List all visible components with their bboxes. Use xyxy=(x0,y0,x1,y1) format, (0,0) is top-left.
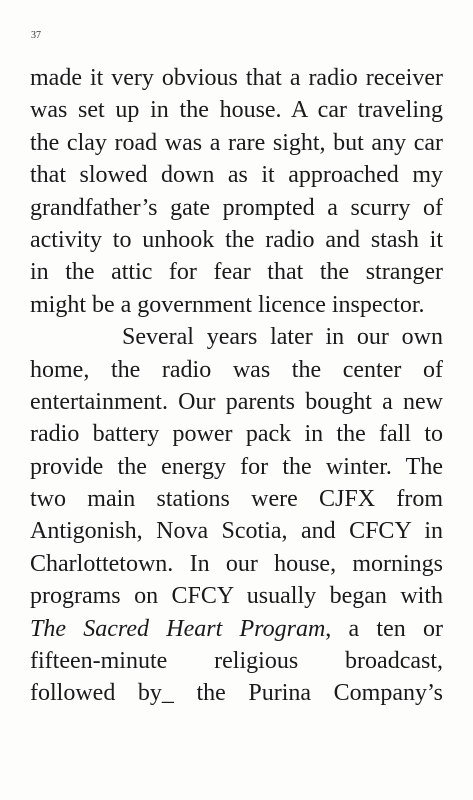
text-line: radio battery power pack in the fall to xyxy=(30,421,443,448)
text-line: home, the radio was the center of xyxy=(30,356,443,383)
text-line: that slowed down as it approached my xyxy=(30,162,443,189)
paragraph-first-line: Several years later in our own xyxy=(122,324,443,351)
text-line: two main stations were CJFX from xyxy=(30,486,443,513)
program-title: The Sacred Heart Program xyxy=(30,615,326,642)
text-line: in the attic for fear that the stranger xyxy=(30,259,443,286)
text-line: the clay road was a rare sight, but any car xyxy=(30,129,443,156)
text-line: provide the energy for the winter. The xyxy=(30,453,443,480)
text-segment: , a ten or xyxy=(325,615,443,642)
text-line: Charlottetown. In our house, mornings xyxy=(30,550,443,577)
text-line: activity to unhook the radio and stash it xyxy=(30,226,443,253)
text-line-with-title xyxy=(30,613,443,645)
text-line: made it very obvious that a radio receiver xyxy=(30,65,443,91)
text-line: grandfather’s gate prompted a scurry of xyxy=(30,194,443,221)
text-line: fifteen-minute religious broadcast, xyxy=(30,648,443,675)
text-line: programs on CFCY usually began with xyxy=(30,583,443,610)
text-line: followed by_ the Purina Company’s xyxy=(30,680,443,707)
page-number: 37 xyxy=(31,30,41,41)
text-line: was set up in the house. A car traveling xyxy=(30,97,443,124)
text-line: Antigonish, Nova Scotia, and CFCY in xyxy=(30,518,443,545)
text-line: entertainment. Our parents bought a new xyxy=(30,388,443,415)
page-body-text xyxy=(30,62,443,710)
text-line: might be a government licence inspector. xyxy=(30,291,425,318)
